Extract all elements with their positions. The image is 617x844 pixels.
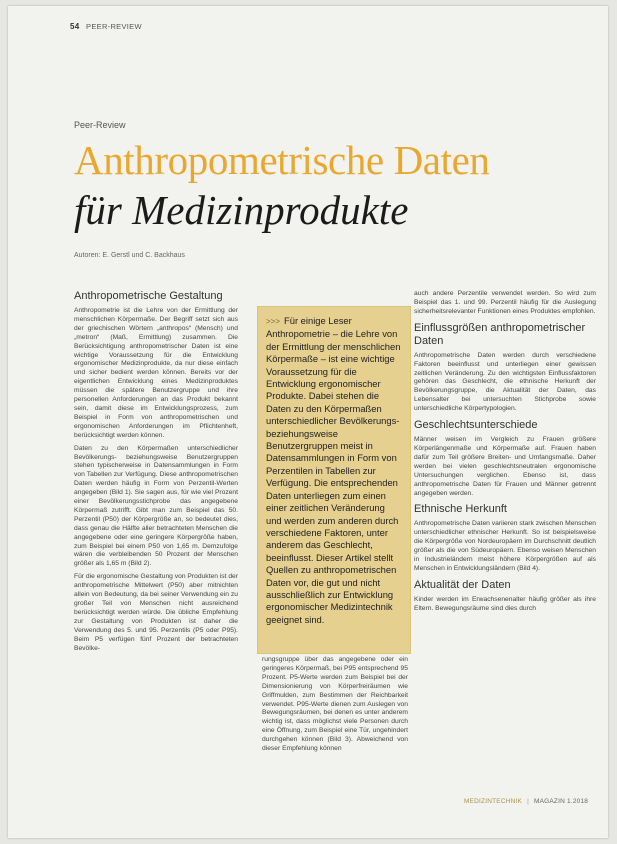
journal-name: MEDIZINTECHNIK [464,798,523,805]
article-title-line2: für Medizinprodukte [74,187,409,233]
teaser-text: Für einige Leser Anthropometrie – die Lehre von der Ermittlung der menschlichen Körpermaße – ist eine wichtige Voraussetzung für die Entwicklung ergonomischer Produkte. Dabei stehen die Daten zu den Körpermaßen unterschiedlicher Bevölkerungs- beziehungsweise Benutzergruppen meist in Datensammlungen in Form von Perzentilen in Tabellen zur Verfügung. Die entsprechenden Daten unterliegen zum einen einer zeitlichen Veränderung und werden zum anderen durch verschiedene Faktoren, unter anderem das Geschlecht, beeinflusst. Dieser Artikel stellt Quellen zu anthropometrischen Daten vor, die gut und nicht ausschließlich zur Entwicklung ergonomischer Medizintechnik geeignet sind. [266,315,401,625]
section-heading-currency: Aktualität der Daten [414,578,511,591]
footer-separator: | [527,798,529,805]
body-paragraph: Daten zu den Körpermaßen unterschiedlicher Bevölkerungs- beziehungsweise Benutzergruppen stehen typischerweise in Datensammlungen in Form von Tabellen zur Verfügung. Diese anthropometrischen Daten werden häufig in Form von Perzentil-Werten angegeben (Bild 1). Sie sagen aus, für wie viel Prozent einer Bevölkerungsstichprobe das angegebene Körpermaß zutrifft. Gibt man zum Beispiel das 50. Perzentil (P50) der Körpergröße an, so bedeutet dies, dass genau die Hälfte aller betrachteten Menschen die angegebene oder eine geringere Körpergröße haben, zum Beispiel bei einem P50 von 1,65 m. Demzufolge wären die verbleibenden 50 Prozent der Menschen größer als 1,65 m (Bild 2). [74,444,238,568]
page-footer [464,798,588,805]
body-paragraph: Kinder werden im Erwachsenenalter häufig größer als ihre Eltern. Bewegungsräume sind dies durch [414,595,596,612]
article-authors: Autoren: E. Gerstl und C. Backhaus [74,252,185,259]
body-paragraph: Anthropometrie ist die Lehre von der Ermittlung der menschlichen Körpermaße. Der Begriff setzt sich aus der griechischen Wörtern „anthropos“ (Mensch) und „metron“ (Maß, Ermittlung) zusammen. Die Berücksichtigung anthropometrischer Daten ist eine wichtige Voraussetzung für die Entwicklung ergonomischer Medizinprodukte, da nur diese einfach und sicher bedient werden können. Bereits vor der eigentlichen Entwicklung eines Medizinproduktes müssen die spätere Benutzergruppe und ihre personellen Anforderungen an das Produkt bekannt sein, damit diese im Entwicklungsprozess, zum Beispiel in Form von anthropometrischen und ergonomischen Anforderungen im Pflichtenheft, berücksichtigt werden können. [74,307,238,439]
body-paragraph: Anthropometrische Daten variieren stark zwischen Menschen unterschiedlicher ethnischer Herkunft. So ist beispielsweise die Körpergröße von Nordeuropäern im Durchschnitt deutlich größer als die von Südeuropäern. Ebenso weisen Menschen in Industrieländern meist höhere Körpergrößen auf als Menschen in Entwicklungsländern (Bild 4). [414,520,596,572]
section-heading-gender: Geschlechtsunterschiede [414,419,538,432]
section-label: PEER-REVIEW [86,22,142,31]
arrow-icon: >>> [266,317,281,326]
issue-label: MAGAZIN 1.2018 [533,798,589,805]
section-heading-ethnicity: Ethnische Herkunft [414,503,507,516]
highlight-box-text [266,315,402,626]
section-heading-influences: Einflussgrößen anthropometrischer Daten [414,321,586,347]
column-3 [414,290,596,618]
running-head [70,22,142,31]
column-2-continued [262,656,408,758]
body-paragraph: rungsgruppe über das angegebene oder ein geringeres Körpermaß, bei P95 entsprechend 95 Prozent. P5-Werte werden zum Beispiel bei der Dimensionierung von Körperfreiräumen wie Griffmulden, zum Bestimmen der Reichbarkeit verwendet. P95-Werte dienen zum Auslegen von Bewegungsräumen, bei denen es unter anderem wichtig ist, dass möglichst viele Personen durch eine Öffnung, zum Beispiel eine Tür, ungehindert durchgehen können (Bild 3). Abweichend von dieser Empfehlung können [262,656,408,753]
body-paragraph: auch andere Perzentile verwendet werden. So wird zum Beispiel das 1. und 99. Perzentil häufig für die Auslegung sicherheitsrelevanter Funktionen eines Produktes empfohlen. [414,290,596,315]
body-paragraph: Männer weisen im Vergleich zu Frauen größere Körperlängenmaße und Körpermaße auf. Frauen haben dafür zum Teil größere Breiten- und Umfangsmaße. Daher werden bei vielen geschlechtsneutralen ergonomische Untersuchungen verglichen. Ebenso ist, dass anthropometrische Daten für Frauen und Männer getrennt angegeben werden. [414,436,596,497]
page-number: 54 [70,22,80,31]
body-paragraph: Für die ergonomische Gestaltung von Produkten ist der anthropometrische Mittelwert (P50) aber mitnichten allein von Bedeutung, da bei seiner Verwendung ein zu großer Teil von Menschen nicht ausreichend berücksichtigt werden würde. Die übliche Empfehlung zur Gestaltung von Produkten ist daher die Verwendung des 5. und 95. Perzentils (P5 oder P95). Beim P5 verfügen fünf Prozent der betrachteten Bevölke- [74,573,238,652]
column-1 [74,290,238,657]
article-category: Peer-Review [74,120,126,130]
magazine-page [8,6,608,838]
body-paragraph: Anthropometrische Daten werden durch verschiedene Faktoren beeinflusst und unterliegen einer gewissen zeitlichen Veränderung. Zu den wichtigsten Einflussfaktoren gehören das Geschlecht, die ethnische Herkunft der Bevölkerungsgruppe, die Aktualität der Daten, das Lebensalter bei untersuchten Stichprobe sowie unterschiedliche Körpertypologien. [414,351,596,413]
article-title-line1: Anthropometrische Daten [74,137,490,183]
section-heading: Anthropometrische Gestaltung [74,290,223,302]
highlight-box [257,306,411,654]
